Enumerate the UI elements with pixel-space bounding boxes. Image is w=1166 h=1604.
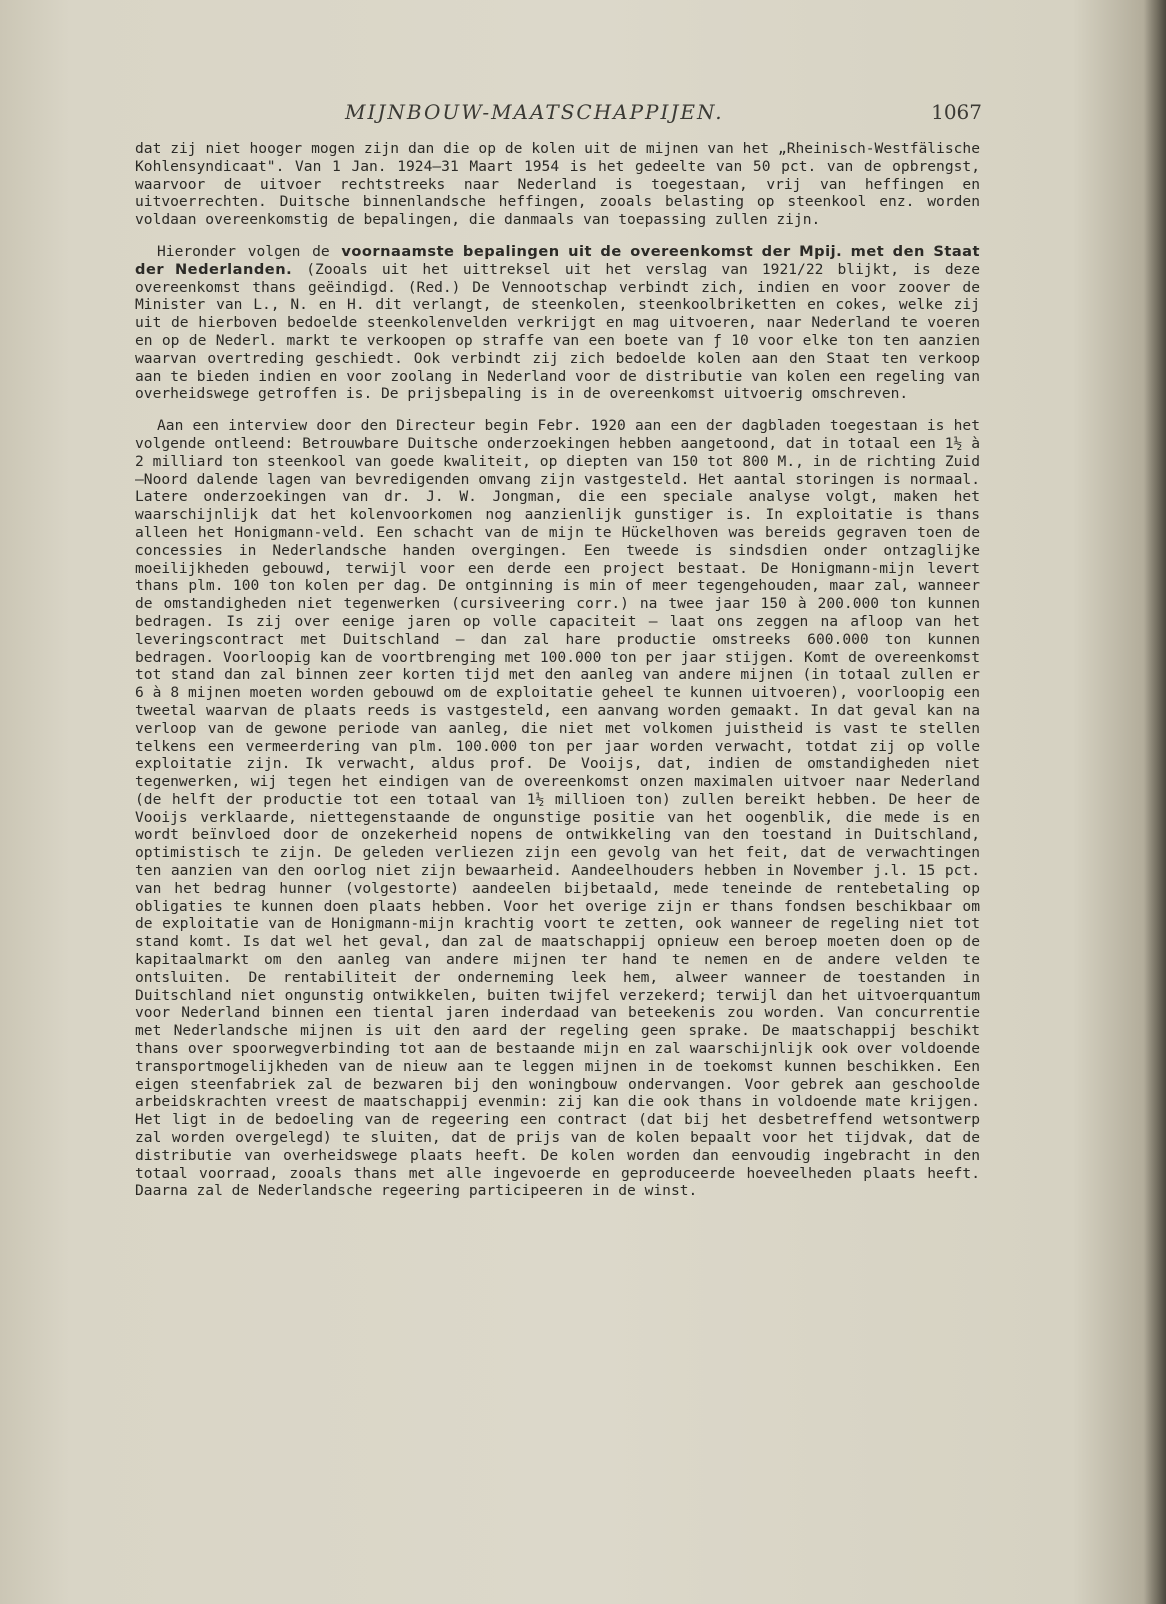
page-header xyxy=(130,100,982,130)
paragraph-text: dat zij niet hooger mogen zijn dan die op de kolen uit de mijnen van het „Rheinisch-Westfälische Kohlensyndicaat". Van 1 Jan. 1924—31 Maart 1954 is het gedeelte van 50 pct. van de opbrengst, waarvoor de uitvoer rechtstreeks naar Nederland is toegestaan, vrij van heffingen en uitvoerrechten. Duitsche binnenlandsche heffingen, zooals belasting op steenkool enz. worden voldaan overeenkomstig de bepalingen, die danmaals van toepassing zullen zijn. xyxy=(135,140,980,229)
body-text xyxy=(135,140,980,1214)
paragraph-text: Aan een interview door den Directeur begin Febr. 1920 aan een der dagbladen toegestaan is het volgende ontleend: Betrouwbare Duitsche onderzoekingen hebben aangetoond, dat in totaal een 1½ à 2 milliard ton steenkool van goede kwaliteit, op diepten van 150 tot 800 M., in de richting Zuid—Noord dalende lagen van bevredigenden omvang zijn vastgesteld. Het aantal storingen is normaal. Latere onderzoekingen van dr. J. W. Jongman, die een speciale analyse volgt, maken het waarschijnlijk dat het kolenvoorkomen nog aanzienlijk gunstiger is. In exploitatie is thans alleen het Honigmann-veld. Een schacht van de mijn te Hückelhoven was bereids gegraven toen de concessies in Nederlandsche handen overgingen. Een tweede is sindsdien onder ontzaglijke moeilijkheden gebouwd, terwijl voor een derde een project bestaat. De Honigmann-mijn levert thans plm. 100 ton kolen per dag. De ontginning is min of meer tegengehouden, maar zal, wanneer de omstandigheden niet tegenwerken (cursiveering corr.) na twee jaar 150 à 200.000 ton kunnen bedragen. Is zij over eenige jaren op volle capaciteit — laat ons zeggen na afloop van het leveringscontract met Duitschland — dan zal hare productie omstreeks 600.000 ton kunnen bedragen. Voorloopig kan de voortbrenging met 100.000 ton per jaar stijgen. Komt de overeenkomst tot stand dan zal binnen zeer korten tijd met den aanleg van andere mijnen (in totaal zullen er 6 à 8 mijnen moeten worden gebouwd om de exploitatie geheel te kunnen uitvoeren), voorloopig een tweetal waarvan de plaats reeds is vastgesteld, een aanvang worden gemaakt. In dat geval kan na verloop van de gewone periode van aanleg, die niet met volkomen juistheid is vast te stellen telkens een vermeerdering van plm. 100.000 ton per jaar worden verwacht, totdat zij op volle exploitatie zijn. Ik verwacht, aldus prof. De Vooijs, dat, indien de omstandigheden niet tegenwerken, wij tegen het eindigen van de overeenkomst onzen maximalen uitvoer naar Nederland (de helft der productie tot een totaal van 1½ millioen ton) zullen bereikt hebben. De heer de Vooijs verklaarde, niettegenstaande de ongunstige positie van het oogenblik, die mede is en wordt beïnvloed door de onzekerheid nopens de ontwikkeling van den toestand in Duitschland, optimistisch te zijn. De geleden verliezen zijn een gevolg van het feit, dat de verwachtingen ten aanzien van den oorlog niet zijn bewaarheid. Aandeelhouders hebben in November j.l. 15 pct. van het bedrag hunner (volgestorte) aandeelen bijbetaald, mede teneinde de rentebetaling op obligaties te kunnen doen plaats hebben. Voor het overige zijn er thans fondsen beschikbaar om de exploitatie van de Honigmann-mijn krachtig voort te zetten, ook wanneer de regeling niet tot stand komt. Is dat wel het geval, dan zal de maatschappij opnieuw een beroep moeten doen op de kapitaalmarkt om den aanleg van andere mijnen ter hand te nemen en de andere velden te ontsluiten. De rentabiliteit der onderneming leek hem, alweer wanneer de toestanden in Duitschland niet ongunstig ontwikkelen, buiten twijfel verzekerd; terwijl dan het uitvoerquantum voor Nederland binnen een tiental jaren inderdaad van beteekenis zou worden. Van concurrentie met Nederlandsche mijnen is uit den aard der regeling geen sprake. De maatschappij beschikt thans over spoorwegverbinding tot aan de bestaande mijn en zal waarschijnlijk ook over voldoende transportmogelijkheden van de nieuw aan te leggen mijnen in de toekomst kunnen beschikken. Een eigen steenfabriek zal de bezwaren bij den woningbouw ondervangen. Voor gebrek aan geschoolde arbeidskrachten vreest de maatschappij evenmin: zij kan die ook thans in voldoende mate krijgen. Het ligt in de bedoeling van de regeering een contract (dat bij het desbetreffend wetsontwerp zal worden overgelegd) te sluiten, dat de prijs van de kolen bepaalt voor het tijdvak, dat de distributie van overheidswege plaats heeft. De kolen worden dan eenvoudig ingebracht in den totaal voorraad, zooals thans met alle ingevoerde en geproduceerde hoeveelheden plaats heeft. Daarna zal de Nederlandsche regeering participeeren in de winst. xyxy=(135,417,980,1200)
paragraph-lead: Hieronder volgen de xyxy=(157,242,330,260)
paragraph-1 xyxy=(135,140,980,229)
paragraph-bold-heading: voornaamste bepalingen uit de overeenkomst der Mpij. met den Staat der Nederlanden. xyxy=(135,242,980,278)
page-edge-shadow xyxy=(1144,0,1166,1604)
paragraph-text: (Zooals uit het uittreksel uit het verslag van 1921/22 blijkt, is deze overeenkomst thans geëindigd. (Red.) De Vennootschap verbindt zich, indien en voor zoover de Minister van L., N. en H. dit verlangt, de steenkolen, steenkoolbriketten en cokes, welke zij uit de hierboven bedoelde steenkolenvelden verkrijgt en mag uitvoeren, naar Nederland te voeren en op de Nederl. markt te verkoopen op straffe van een boete van ƒ 10 voor elke ton ten aanzien waarvan overtreding geschiedt. Ook verbindt zij zich bedoelde kolen aan den Staat ten verkoop aan te bieden indien en voor zoolang in Nederland voor de distributie van kolen een regeling van overheidswege getroffen is. De prijsbepaling is in de overeenkomst uitvoerig omschreven. xyxy=(135,260,980,403)
paragraph-2 xyxy=(135,243,980,403)
running-title: MIJNBOUW-MAATSCHAPPIJEN. xyxy=(345,100,724,124)
paragraph-3 xyxy=(135,417,980,1200)
page-number: 1067 xyxy=(931,100,982,124)
